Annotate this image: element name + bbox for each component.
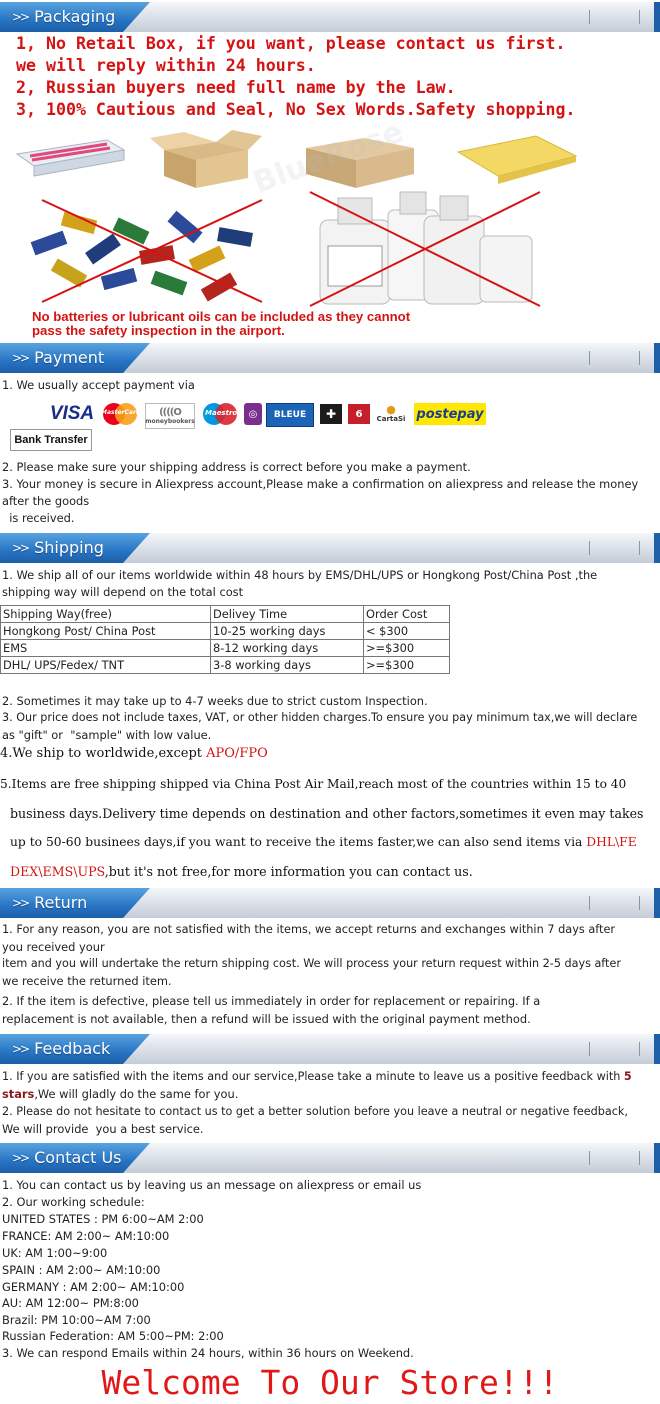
return-text-1: 1. For any reason, you are not satisfied with the items, we accept returns and exchanges within 7 days after (2, 923, 616, 936)
contact-text: 3. We can respond Emails within 24 hours, within 36 hours on Weekend. (2, 1346, 414, 1360)
double-chevron-icon: >> (12, 351, 29, 365)
shipping-header-title: Shipping (34, 538, 104, 557)
return-text-4: we receive the returned item. (2, 974, 172, 988)
payment-text-3c: is received. (2, 511, 75, 525)
postepay-logo: postepay (414, 403, 486, 425)
open-box-image (146, 128, 266, 190)
table-header-cell: Order Cost (364, 606, 450, 623)
packaging-warning-line-1: No batteries or lubricant oils can be included as they cannot (32, 309, 411, 324)
shipping-text-4 (0, 745, 268, 762)
packaging-line-2: we will reply within 24 hours. (16, 56, 316, 75)
padded-envelope-image (452, 130, 582, 188)
mastercard-logo-text: MasterCard (101, 409, 141, 416)
shipping-header (0, 533, 660, 563)
return-text-2: you received your (2, 940, 105, 954)
table-row (1, 640, 450, 657)
table-cell: >=$300 (364, 657, 450, 674)
packaging-line-1: 1, No Retail Box, if you want, please contact us first. (16, 34, 566, 53)
double-chevron-icon: >> (12, 541, 29, 555)
table-cell: Hongkong Post/ China Post (1, 623, 211, 640)
packaging-line-3: 2, Russian buyers need full name by the Law. (16, 78, 456, 97)
packaging-line-4: 3, 100% Cautious and Seal, No Sex Words.Safety shopping. (16, 100, 576, 119)
feedback-text-3: 2. Please do not hesitate to contact us to get a better solution before you leave a neutral or negative feedback, (2, 1105, 628, 1118)
shipping-text-5d-red: DEX\EMS\UPS (10, 864, 105, 879)
table-header-cell: Shipping Way(free) (1, 606, 211, 623)
shipping-text-5d (10, 863, 473, 880)
table-row (1, 623, 450, 640)
ideal-icon: ◎ (248, 408, 258, 420)
contact-text: GERMANY : AM 2:00~ AM:10:00 (2, 1280, 185, 1294)
table-cell: 8-12 working days (211, 640, 364, 657)
shipping-text-3a: 3. Our price does not include taxes, VAT, or other hidden charges.To ensure you pay minimum tax,we will declare (2, 711, 638, 724)
contact-text: UNITED STATES : PM 6:00~AM 2:00 (2, 1212, 204, 1226)
table-header-cell: Delivey Time (211, 606, 364, 623)
feedback-text-2-bold: stars (2, 1087, 35, 1101)
return-text-6: replacement is not available, then a refund will be issued with the original payment method. (2, 1012, 531, 1026)
bank-transfer-badge: Bank Transfer (10, 429, 92, 451)
oil-bottles-crossed-image (304, 190, 549, 310)
table-cell: >=$300 (364, 640, 450, 657)
shipping-text-1b: shipping way will depend on the total cost (2, 585, 244, 599)
payment-text-3a: 3. Your money is secure in Aliexpress account,Please make a confirmation on aliexpress and release the money (2, 477, 639, 491)
shipping-text-4-red: APO/FPO (206, 746, 268, 761)
packaging-warning-line-2: pass the safety inspection in the airport. (32, 323, 285, 338)
return-header (0, 888, 660, 918)
table-cell: EMS (1, 640, 211, 657)
return-text-3: item and you will undertake the return shipping cost. We will process your return request within 2-5 days after (2, 957, 621, 970)
double-chevron-icon: >> (12, 1151, 29, 1165)
contact-text: SPAIN : AM 2:00~ AM:10:00 (2, 1263, 161, 1277)
maestro-logo-text: Maestro (205, 409, 238, 417)
batteries-crossed-image (22, 196, 272, 306)
moneybookers-logo (145, 403, 195, 429)
contact-header (0, 1143, 660, 1173)
shipping-text-4-main: 4.We ship to worldwide,except (0, 746, 207, 761)
feedback-text-2-main: ,We will gladly do the same for you. (34, 1087, 239, 1101)
moneybookers-circles-icon: ((((O (159, 407, 181, 418)
cartasi-icon: ● (386, 403, 396, 416)
table-cell: < $300 (364, 623, 450, 640)
return-header-title: Return (34, 893, 88, 912)
shipping-text-5b: business days.Delivery time depends on destination and other factors,sometimes it even may takes (10, 806, 644, 821)
ideal-logo (244, 403, 262, 425)
cartasi-logo-text: CartaSi (376, 415, 406, 423)
closed-box-image (300, 130, 420, 190)
carte-bleue-logo (266, 403, 314, 427)
contact-text: 2. Our working schedule: (2, 1195, 145, 1209)
shipping-text-3b: as "gift" or "sample" with low value. (2, 728, 212, 742)
feedback-header-title: Feedback (34, 1039, 111, 1058)
return-text-5: 2. If the item is defective, please tell us immediately in order for replacement or repairing. If a (2, 994, 541, 1008)
visa-logo: VISA (49, 403, 95, 424)
shipping-text-5a: 5.Items are free shipping shipped via China Post Air Mail,reach most of the countries within 15 to 40 (0, 777, 627, 791)
regional-card-logo (348, 404, 370, 424)
contact-text: AU: AM 12:00~ PM:8:00 (2, 1296, 139, 1310)
shipping-text-5c-red: DHL\FE (586, 835, 637, 849)
contact-text: 1. You can contact us by leaving us an message on aliexpress or email us (2, 1178, 422, 1192)
table-row (1, 657, 450, 674)
payment-text-3b: after the goods (2, 494, 90, 508)
contact-text: FRANCE: AM 2:00~ AM:10:00 (2, 1229, 170, 1243)
feedback-text-1-main: 1. If you are satisfied with the items and our service,Please take a minute to leave us a positive feedback with (2, 1070, 624, 1083)
contact-header-title: Contact Us (34, 1148, 122, 1167)
bank-card-logo (320, 404, 342, 424)
table-cell: DHL/ UPS/Fedex/ TNT (1, 657, 211, 674)
shipping-text-5c-main: up to 50-60 businees days,if you want to receive the items faster,we can also send items via (10, 835, 587, 849)
double-chevron-icon: >> (12, 10, 29, 24)
contact-text: Russian Federation: AM 5:00~PM: 2:00 (2, 1329, 224, 1343)
shipping-table (0, 605, 450, 674)
feedback-text-1-bold: 5 (623, 1070, 632, 1083)
shipping-text-5d-main: ,but it's not free,for more information you can contact us. (104, 864, 473, 879)
welcome-text: Welcome To Our Store!!! (101, 1363, 559, 1402)
payment-header-title: Payment (34, 348, 105, 367)
table-cell: 10-25 working days (211, 623, 364, 640)
double-chevron-icon: >> (12, 1042, 29, 1056)
mastercard-logo (100, 402, 140, 426)
payment-text-2: 2. Please make sure your shipping address is correct before you make a payment. (2, 460, 471, 474)
feedback-text-4: We will provide you a best service. (2, 1122, 204, 1136)
feedback-text-2 (2, 1086, 238, 1103)
feedback-text-1 (2, 1069, 632, 1086)
packaging-header (0, 2, 660, 32)
contact-text: UK: AM 1:00~9:00 (2, 1246, 108, 1260)
contact-text: Brazil: PM 10:00~AM 7:00 (2, 1313, 151, 1327)
shipping-text-2: 2. Sometimes it may take up to 4-7 weeks due to strict custom Inspection. (2, 694, 428, 708)
packaging-header-title: Packaging (34, 7, 116, 26)
feedback-header (0, 1034, 660, 1064)
card-icon: ✚ (325, 407, 337, 421)
cartasi-logo (374, 402, 408, 426)
maestro-logo (200, 402, 240, 426)
table-header-row (1, 606, 450, 623)
payment-header (0, 343, 660, 373)
carte-bleue-logo-text: BLEUE (273, 410, 307, 420)
pen-set-image (12, 134, 132, 184)
double-chevron-icon: >> (12, 896, 29, 910)
payment-text-1: 1. We usually accept payment via (2, 378, 195, 392)
table-cell: 3-8 working days (211, 657, 364, 674)
shipping-text-1a: 1. We ship all of our items worldwide within 48 hours by EMS/DHL/UPS or Hongkong Post/China Post ,the (2, 568, 598, 582)
moneybookers-logo-text: moneybookers (145, 418, 195, 425)
card-icon: 6 (355, 408, 363, 420)
shipping-text-5c (10, 834, 637, 851)
